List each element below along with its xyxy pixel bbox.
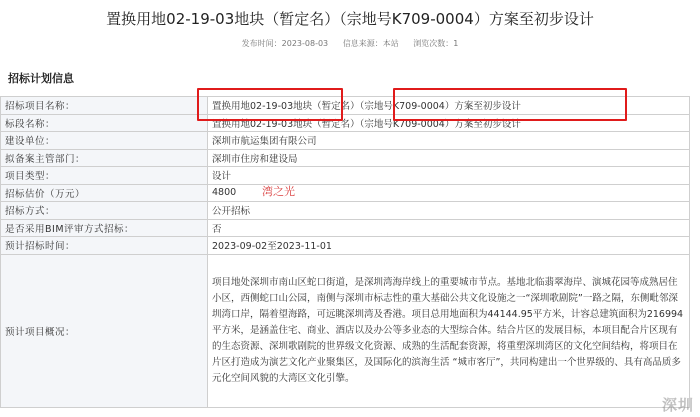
row-value: 深圳市住房和建设局 [208, 149, 690, 167]
table-row [1, 237, 690, 255]
row-label: 招标方式： [1, 202, 208, 220]
row-value: 深圳市航运集团有限公司 [208, 132, 690, 150]
red-watermark-text: 湾之光 [262, 185, 295, 198]
view-count: 浏览次数：1 [413, 39, 459, 48]
row-label: 预计项目概况： [1, 254, 208, 407]
row-label: 拟备案主管部门： [1, 149, 208, 167]
table-row [1, 149, 690, 167]
table-row [1, 202, 690, 220]
section-title: 招标计划信息 [8, 72, 74, 85]
info-source: 信息来源：本站 [342, 39, 399, 48]
row-value: 置换用地02-19-03地块（暂定名）（宗地号K709-0004）方案至初步设计 [208, 114, 690, 132]
table-row [1, 219, 690, 237]
row-value: 置换用地02-19-03地块（暂定名）（宗地号K709-0004）方案至初步设计 [208, 97, 690, 115]
row-value: 2023-09-02至2023-11-01 [208, 237, 690, 255]
table-row [1, 254, 690, 407]
row-label: 是否采用BIM评审方式招标： [1, 219, 208, 237]
tender-info-table-wrap [0, 96, 690, 408]
site-watermark-logo: 深圳 [661, 396, 694, 414]
row-value: 否 [208, 219, 690, 237]
row-value: 公开招标 [208, 202, 690, 220]
table-row [1, 167, 690, 185]
row-label: 建设单位： [1, 132, 208, 150]
highlight-box-project-name [197, 88, 343, 121]
row-value: 4800 [208, 184, 690, 202]
highlight-box-parcel-number [393, 88, 627, 121]
row-label: 标段名称： [1, 114, 208, 132]
page-meta [0, 38, 700, 49]
row-label: 预计招标时间： [1, 237, 208, 255]
tender-info-table [0, 96, 690, 408]
row-label: 招标估价（万元） [1, 184, 208, 202]
row-label: 项目类型： [1, 167, 208, 185]
publish-time: 发布时间：2023-08-03 [241, 39, 329, 48]
row-label: 招标项目名称： [1, 97, 208, 115]
table-row [1, 184, 690, 202]
page-title: 置换用地02-19-03地块（暂定名）（宗地号K709-0004）方案至初步设计 [106, 10, 594, 28]
table-row [1, 132, 690, 150]
project-overview-text: 项目地处深圳市南山区蛇口街道，是深圳湾海岸线上的重要城市节点。基地北临翡翠海岸、演城花园等成熟居住小区，西侧蛇口山公园，南侧与深圳市标志性的重大基础公共文化设施之一“深圳歌剧院”一路之隔，东侧毗邻深圳湾口岸，隔着望海路，可远眺深圳湾及香港。项目总用地面积为44144.95平方米，计容总建筑面积为216994平方米，是涵盖住宅、商业、酒店以及办公等多业态的大型综合体。结合片区的发展目标，本项目配合片区现有的生态资源、深圳歌剧院的世界级文化资源、成熟的生活配套资源，将重塑深圳湾区的文化空间结构，将项目在片区打造成为演艺文化产业聚集区，及国际化的滨海生活 “城市客厅”，共同构建出一个世界级的、具有高品质多元化空间风貌的大湾区文化引擎。 [208, 254, 690, 407]
row-value: 设计 [208, 167, 690, 185]
